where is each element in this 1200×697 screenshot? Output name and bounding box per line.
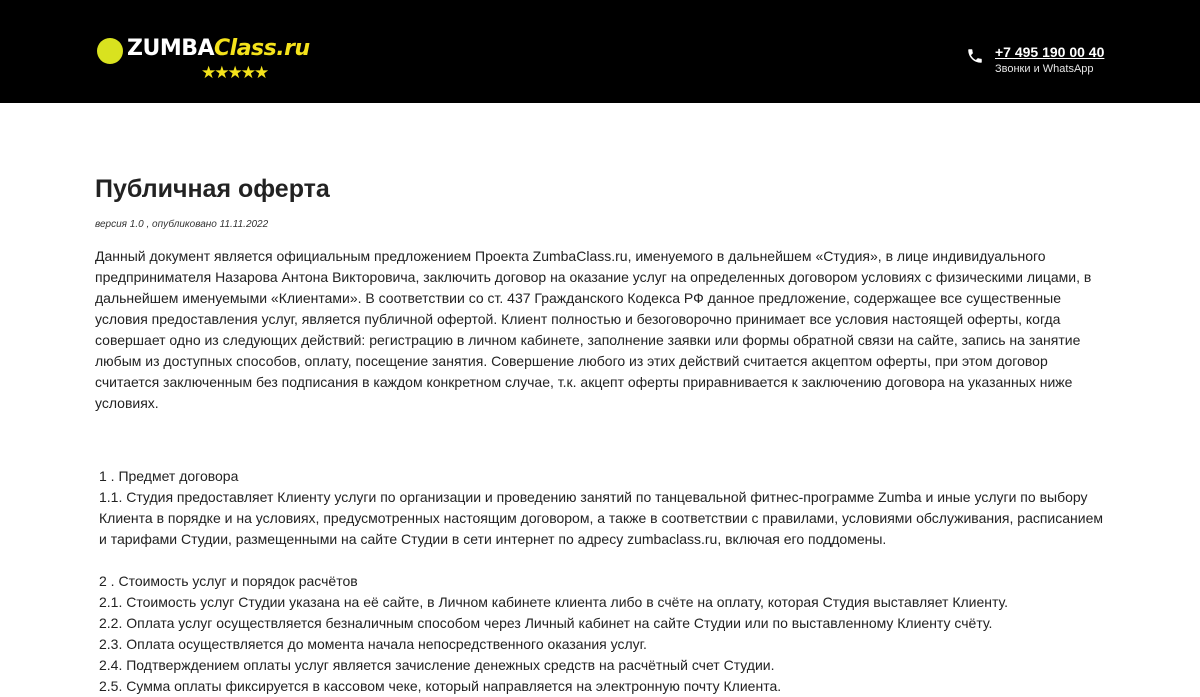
section-item: 2.1. Стоимость услуг Студии указана на её сайте, в Личном кабинете клиента либо в счёте на оплату, которая Студия выставляет Клиенту.: [99, 594, 1009, 610]
section-heading: 2 . Стоимость услуг и порядок расчётов: [99, 573, 358, 589]
section-item: 2.3. Оплата осуществляется до момента начала непосредственного оказания услуг.: [99, 636, 647, 652]
version-info: версия 1.0 , опубликовано 11.11.2022: [95, 219, 269, 230]
logo-domain: Class.ru: [214, 36, 310, 61]
site-logo[interactable]: [97, 36, 310, 86]
section-subject: [95, 466, 1107, 550]
zumba-logo-icon: [97, 38, 123, 64]
section-payment: [95, 571, 1107, 697]
site-header: [0, 0, 1200, 103]
section-item: 2.5. Сумма оплаты фиксируется в кассовом чеке, который направляется на электронную почту Клиента.: [99, 678, 782, 694]
phone-icon: [966, 47, 984, 65]
section-item: 1.1. Студия предоставляет Клиенту услуги по организации и проведению занятий по танцевальной фитнес-программе Zumba и иные услуги по выбору Клиента в порядке и на условиях, предусмотренных настоящим договором, а также в соответствии с правилами, условиями обслуживания, расписанием и тарифами Студии, размещенными на сайте Студии в сети интернет по адресу zumbaclass.ru, включая его поддомены.: [99, 489, 1104, 547]
intro-paragraph: Данный документ является официальным предложением Проекта ZumbaClass.ru, именуемого в дальнейшем «Студия», в лице индивидуального предпринимателя Назарова Антона Викторовича, заключить договор на оказание услуг на определенных договором условиях с физическими лицами, в дальнейшем именуемыми «Клиентами». В соответствии со ст. 437 Гражданского Кодекса РФ данное предложение, содержащее все существенные условия предоставления услуг, является публичной офертой. Клиент полностью и безоговорочно принимает все условия настоящей оферты, когда совершает одно из следующих действий: регистрацию в личном кабинете, заполнение заявки или формы обратной связи на сайте, запись на занятие любым из доступных способов, оплату, посещение занятия. Совершение любого из этих действий считается акцептом оферты, при этом договор считается заключенным без подписания в каждом конкретном случае, т.к. акцепт оферты приравнивается к заключению договора на указанных ниже условиях.: [95, 248, 1092, 411]
section-heading: 1 . Предмет договора: [99, 468, 239, 484]
logo-word: ZUMBA: [127, 36, 215, 61]
logo-text: [127, 36, 310, 61]
offer-content: [95, 174, 1107, 697]
section-item: 2.2. Оплата услуг осуществляется безналичным способом через Личный кабинет на сайте Студии или по выставленному Клиенту счёту.: [99, 615, 993, 631]
phone-link[interactable]: +7 495 190 00 40: [995, 44, 1105, 60]
section-item: 2.4. Подтверждением оплаты услуг является зачисление денежных средств на расчётный счет Студии.: [99, 657, 775, 673]
header-contact: [966, 44, 1166, 84]
rating-stars-icon: ★★★★★: [201, 63, 268, 82]
phone-caption: Звонки и WhatsApp: [995, 63, 1094, 75]
page-title: Публичная оферта: [95, 175, 330, 203]
